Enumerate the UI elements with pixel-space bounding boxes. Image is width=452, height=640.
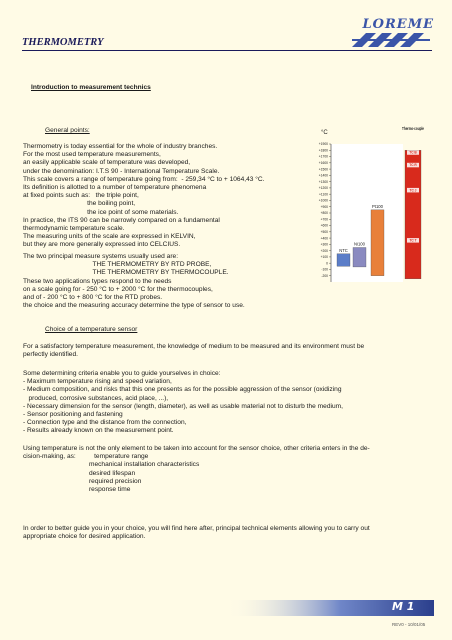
general-line: Thermometry is today essential for the whole of industry branches. [23,143,218,150]
choice-p3-line: required precision [23,477,142,485]
choice-p3-line: Using temperature is not the only element to be taken into account for the sensor choice, other criteria enters in the de- [23,445,370,452]
chart-y-tick-label: -100 [321,267,328,272]
choice-para-1 [23,343,364,359]
systems-line: and of - 200 °C to + 800 °C for the RTD probes. [23,294,163,302]
choice-p2-line: - Medium composition, and risks that this one presents as for the possible aggression of the sensor (oxidizing [23,386,342,394]
systems-line: These two applications types respond to the needs [23,277,172,285]
page-title: THERMOMETRY [22,37,104,48]
choice-para-4 [23,525,370,541]
choice-p1-line: For a satisfactory temperature measurement, the knowledge of medium to be measured and its environment must be [23,343,365,350]
chart-y-tick-label: +1700 [318,154,328,159]
chart-thermocouple-label: Thermo-couple [402,126,425,131]
general-line: For the most used temperature measurements, [23,151,161,159]
choice-para-3 [23,445,370,494]
choice-p3-line: cision-making, as: temperature range [23,453,149,461]
chart-y-tick-label: +1900 [318,142,328,147]
choice-p2-line: - Sensor positioning and fastening [23,411,123,419]
measure-systems-body [23,253,245,310]
choice-p3-line: response time [23,486,131,494]
choice-p3-line: desired lifespan [23,469,136,477]
general-points-heading: General points: [45,127,90,134]
general-line: at fixed points such as: the triple point, [23,192,139,200]
choice-p2-line: - Results already known on the measurement point. [23,427,174,435]
temperature-range-chart [315,122,435,302]
chart-y-tick-label: +1300 [318,179,328,184]
general-line: the ice point of some materials. [23,208,179,216]
systems-line: the choice and the measuring accuracy determine the type of sensor to use. [23,302,245,310]
general-line: under the denomination: I.T.S 90 - International Temperature Scale. [23,167,220,175]
chart-tc-marker-label: TC R [409,163,417,168]
chart-tc-marker-label: TC J [409,188,417,193]
general-line: In practice, the ITS 90 can be narrowly compared on a fundamental [23,216,220,224]
general-line: but they are more generally expressed into CELCIUS. [23,241,181,249]
choice-p2-line: produced, corrosive substances, acid place, ...), [23,394,169,402]
systems-line: The two principal measure systems usually used are: [23,253,179,260]
chart-y-tick-label: +900 [320,204,328,209]
title-rule [22,50,432,51]
choice-p4-line: appropriate choice for desired application. [23,533,146,541]
revision-ref: REV0 - 10/01/05 [392,622,426,627]
chart-y-tick-label: 0 [326,261,328,266]
chart-y-tick-label: +700 [320,217,328,222]
chart-tc-marker-label: TC T [409,238,417,243]
systems-line: THE THERMOMETRY BY RTD PROBE, [23,261,212,269]
systems-line: on a scale going for - 250 °C to + 2000 °C for the thermocouples, [23,285,213,293]
chart-y-tick-label: +200 [320,248,328,253]
choice-para-2 [23,370,343,436]
general-points-body [23,143,265,250]
chart-y-tick-label: +1200 [318,186,328,191]
choice-p2-line: - Maximum temperature rising and speed variation, [23,378,172,386]
chart-bar-ntc [337,254,350,267]
chart-unit-label: °C [321,130,328,136]
intro-heading: Introduction to measurement technics [31,84,151,91]
chart-y-tick-label: +300 [320,242,328,247]
choice-heading: Choice of a temperature sensor [45,326,138,333]
chart-y-tick-label: +1000 [318,198,328,203]
page-number-label: M 1 [392,600,415,613]
choice-p1-line: perfectly identified. [23,351,78,359]
chart-y-tick-label: +600 [320,223,328,228]
chart-bar-pt100 [371,210,384,276]
chart-y-tick-label: +400 [320,236,328,241]
chart-bar-label: Ni100 [354,241,365,247]
chart-y-tick-label: +100 [320,255,328,260]
chart-tc-marker-label: TC B [409,150,417,155]
general-line: The measuring units of the scale are expressed in KELVIN, [23,233,196,241]
systems-line: THE THERMOMETRY BY THERMOCOUPLE. [23,269,229,277]
general-line: Its definition is allotted to a number of temperature phenomena [23,184,207,192]
choice-p4-line: In order to better guide you in your choice, you will find here after, principal technical elements allowing you to carry out [23,525,370,532]
chart-y-tick-label: +800 [320,211,328,216]
general-line: the boiling point, [23,200,136,208]
chart-bar-thermocouple [405,150,421,279]
choice-p2-line: - Necessary dimension for the sensor (length, diameter), as well as usable material not to disturb the medium, [23,402,343,410]
chart-bar-label: NTC [339,247,348,253]
loreme-logo [348,17,434,51]
choice-p2-line: - Connection type and the distance from the connection, [23,419,187,427]
general-line: thermodynamic temperature scale. [23,225,125,233]
chart-y-tick-label: +1600 [318,161,328,166]
logo-stripes-icon [352,33,430,47]
chart-bar-ni100 [353,248,366,267]
general-line: This scale covers a range of temperature going from: - 259,34 °C to + 1064,43 °C. [23,175,265,183]
chart-bar-label: Pt100 [372,203,383,209]
logo-text: LOREME [362,17,434,32]
choice-p2-line: Some determining criteria enable you to guide yourselves in choice: [23,370,221,377]
general-line: an easily applicable scale of temperature was developed, [23,159,191,167]
chart-y-tick-label: +1400 [318,173,328,178]
chart-y-tick-label: +1500 [318,167,328,172]
chart-y-tick-label: +1800 [318,148,328,153]
chart-y-tick-label: +1100 [318,192,328,197]
choice-p3-line: mechanical installation characteristics [23,461,200,469]
chart-y-tick-label: +500 [320,230,328,235]
chart-y-tick-label: -200 [321,273,328,278]
